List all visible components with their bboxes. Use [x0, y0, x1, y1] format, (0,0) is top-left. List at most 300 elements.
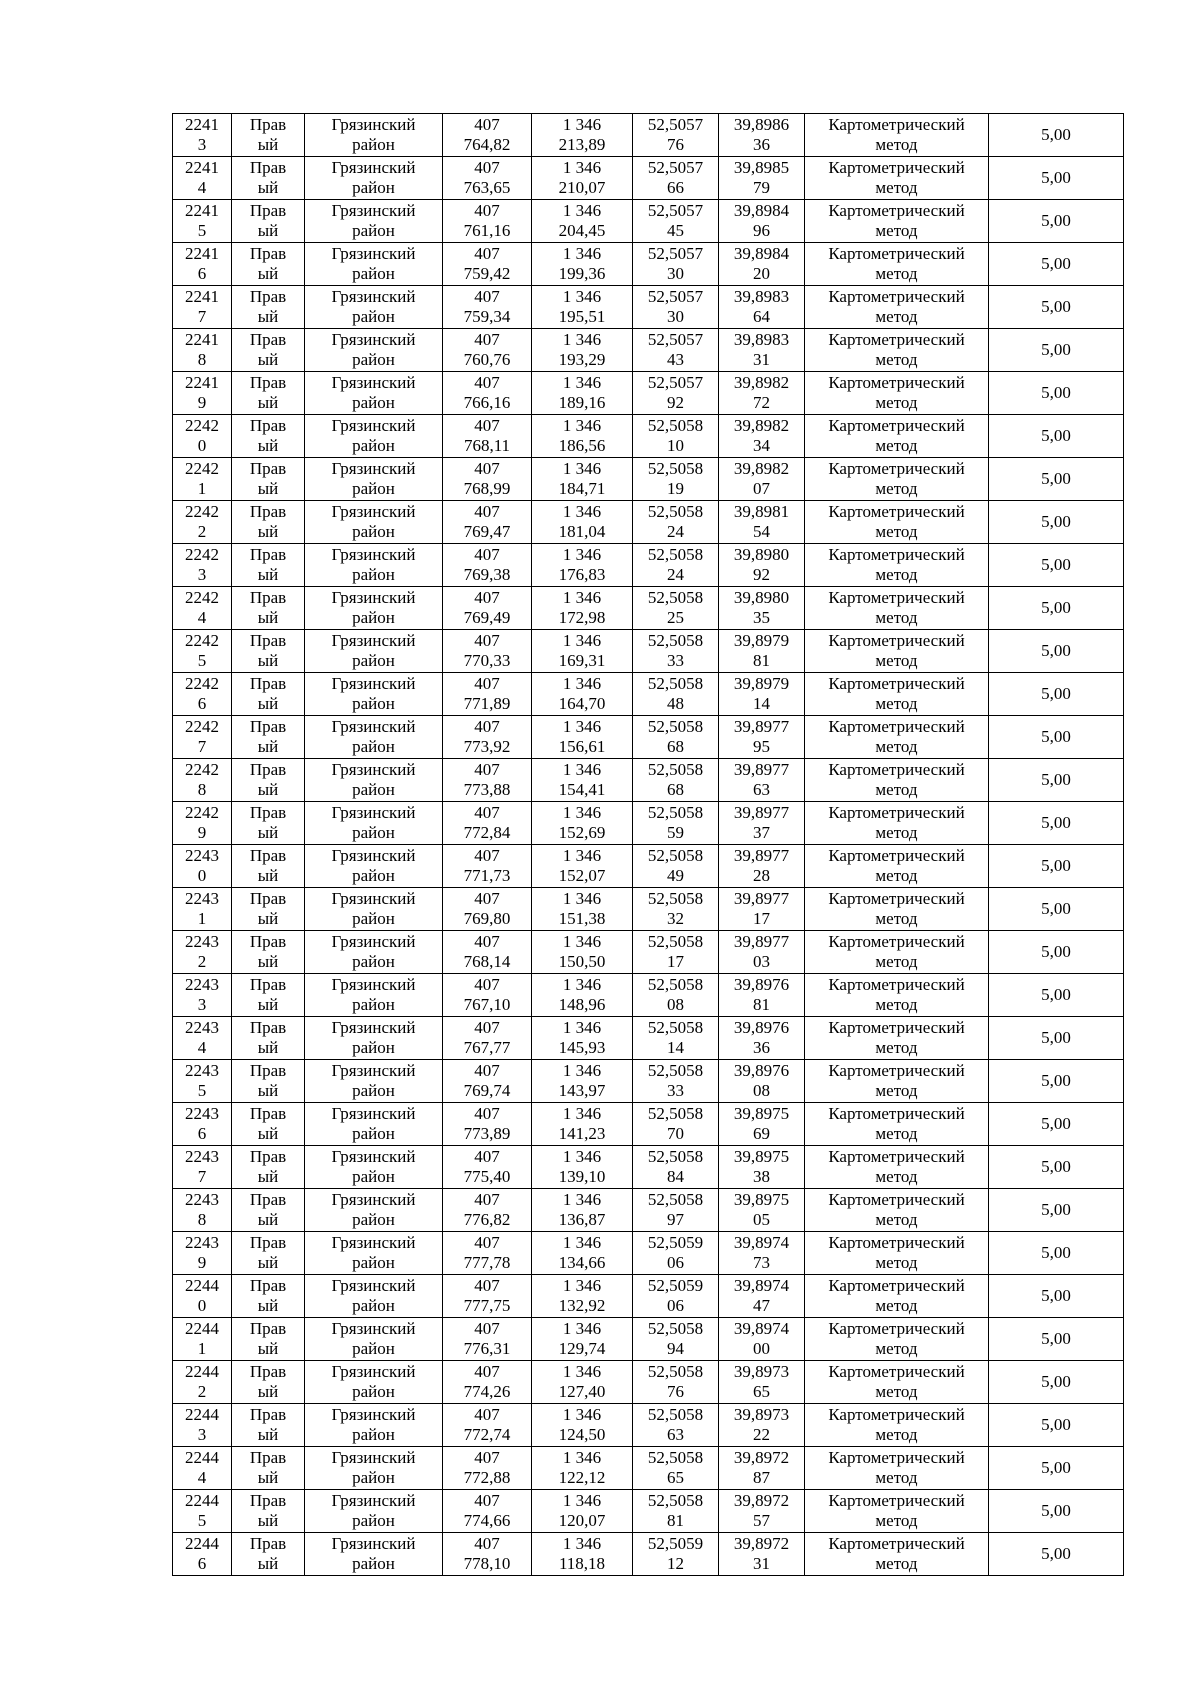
longitude-cell — [719, 1275, 805, 1318]
longitude-line-1: 39,8977 — [733, 889, 790, 908]
coord-x-cell — [443, 1447, 532, 1490]
coord-x-line-1: 407 — [474, 1319, 500, 1338]
table-body — [173, 114, 1124, 1576]
latitude-line-1: 52,5058 — [647, 1405, 704, 1424]
bank-side-line-2: ый — [257, 221, 279, 240]
method-line-2: метод — [875, 1468, 918, 1487]
latitude-line-1: 52,5058 — [647, 1018, 704, 1037]
coord-x-line-1: 407 — [474, 1534, 500, 1553]
latitude-line-2: 84 — [667, 1167, 684, 1186]
coord-x-line-1: 407 — [474, 1276, 500, 1295]
coord-y-cell — [532, 931, 633, 974]
accuracy-cell: 5,00 — [989, 286, 1124, 329]
coord-x-cell — [443, 673, 532, 716]
bank-side-line-1: Прав — [249, 330, 287, 349]
bank-side-cell — [232, 845, 305, 888]
method-cell — [805, 1189, 989, 1232]
coord-y-line-1: 1 346 — [562, 1491, 602, 1510]
coord-y-line-2: 148,96 — [558, 995, 606, 1014]
longitude-cell — [719, 974, 805, 1017]
point-number-cell — [173, 1060, 232, 1103]
district-line-1: Грязинский — [331, 545, 416, 564]
coord-x-line-2: 768,14 — [463, 952, 511, 971]
point-number-line-1: 2243 — [185, 1104, 219, 1123]
latitude-cell — [633, 1060, 719, 1103]
district-cell — [305, 974, 443, 1017]
latitude-line-1: 52,5058 — [647, 588, 704, 607]
method-cell — [805, 286, 989, 329]
point-number-line-1: 2242 — [185, 631, 219, 650]
longitude-cell — [719, 845, 805, 888]
coord-y-line-1: 1 346 — [562, 545, 602, 564]
point-number-line-2: 9 — [197, 393, 207, 412]
coord-x-line-1: 407 — [474, 631, 500, 650]
longitude-line-1: 39,8974 — [733, 1233, 790, 1252]
coord-y-line-1: 1 346 — [562, 1104, 602, 1123]
point-number-cell — [173, 372, 232, 415]
longitude-cell — [719, 802, 805, 845]
latitude-line-1: 52,5058 — [647, 416, 704, 435]
point-number-cell — [173, 673, 232, 716]
point-number-line-2: 7 — [197, 737, 207, 756]
coord-y-cell — [532, 1060, 633, 1103]
coord-y-line-1: 1 346 — [562, 158, 602, 177]
latitude-line-1: 52,5058 — [647, 674, 704, 693]
method-line-1: Картометрический — [828, 631, 965, 650]
coord-x-line-2: 772,84 — [463, 823, 511, 842]
method-line-2: метод — [875, 737, 918, 756]
longitude-line-2: 36 — [753, 1038, 770, 1057]
latitude-line-2: 25 — [667, 608, 684, 627]
bank-side-line-1: Прав — [249, 674, 287, 693]
latitude-cell — [633, 759, 719, 802]
district-line-2: район — [352, 135, 395, 154]
coord-y-line-1: 1 346 — [562, 975, 602, 994]
method-cell — [805, 845, 989, 888]
bank-side-line-1: Прав — [249, 846, 287, 865]
method-line-2: метод — [875, 694, 918, 713]
latitude-line-1: 52,5058 — [647, 1147, 704, 1166]
coord-x-line-2: 771,89 — [463, 694, 511, 713]
coord-y-line-2: 195,51 — [558, 307, 606, 326]
coord-y-cell — [532, 1447, 633, 1490]
point-number-cell — [173, 329, 232, 372]
accuracy-cell: 5,00 — [989, 1490, 1124, 1533]
latitude-line-2: 30 — [667, 307, 684, 326]
coord-x-cell — [443, 931, 532, 974]
point-number-line-2: 2 — [197, 952, 207, 971]
table-row — [173, 1060, 1124, 1103]
latitude-line-2: 24 — [667, 565, 684, 584]
latitude-line-2: 33 — [667, 1081, 684, 1100]
point-number-cell — [173, 1404, 232, 1447]
latitude-cell — [633, 286, 719, 329]
district-cell — [305, 1275, 443, 1318]
method-line-1: Картометрический — [828, 1534, 965, 1553]
coord-y-line-1: 1 346 — [562, 1061, 602, 1080]
longitude-line-2: 22 — [753, 1425, 770, 1444]
district-cell — [305, 114, 443, 157]
district-line-2: район — [352, 436, 395, 455]
accuracy-cell: 5,00 — [989, 673, 1124, 716]
point-number-line-2: 6 — [197, 264, 207, 283]
table-row — [173, 974, 1124, 1017]
coord-y-line-2: 152,69 — [558, 823, 606, 842]
coord-y-line-1: 1 346 — [562, 1319, 602, 1338]
point-number-line-2: 3 — [197, 1425, 207, 1444]
accuracy-cell: 5,00 — [989, 888, 1124, 931]
table-row — [173, 544, 1124, 587]
point-number-cell — [173, 931, 232, 974]
point-number-cell — [173, 1275, 232, 1318]
district-line-1: Грязинский — [331, 1276, 416, 1295]
latitude-line-2: 92 — [667, 393, 684, 412]
coord-x-line-1: 407 — [474, 588, 500, 607]
latitude-cell — [633, 544, 719, 587]
method-line-1: Картометрический — [828, 545, 965, 564]
longitude-line-1: 39,8977 — [733, 932, 790, 951]
coord-y-cell — [532, 200, 633, 243]
point-number-line-1: 2241 — [185, 287, 219, 306]
district-line-2: район — [352, 264, 395, 283]
method-line-2: метод — [875, 1296, 918, 1315]
coord-y-line-2: 181,04 — [558, 522, 606, 541]
coord-y-line-2: 210,07 — [558, 178, 606, 197]
district-cell — [305, 1232, 443, 1275]
coord-x-cell — [443, 1318, 532, 1361]
coord-y-line-2: 136,87 — [558, 1210, 606, 1229]
coord-x-cell — [443, 501, 532, 544]
method-cell — [805, 974, 989, 1017]
point-number-line-1: 2244 — [185, 1362, 219, 1381]
longitude-cell — [719, 673, 805, 716]
coord-y-line-1: 1 346 — [562, 803, 602, 822]
longitude-cell — [719, 1318, 805, 1361]
bank-side-cell — [232, 1060, 305, 1103]
table-row — [173, 114, 1124, 157]
point-number-line-1: 2242 — [185, 588, 219, 607]
coord-x-line-2: 775,40 — [463, 1167, 511, 1186]
district-cell — [305, 501, 443, 544]
coord-y-line-1: 1 346 — [562, 1018, 602, 1037]
latitude-line-2: 19 — [667, 479, 684, 498]
longitude-line-1: 39,8974 — [733, 1319, 790, 1338]
bank-side-line-2: ый — [257, 1167, 279, 1186]
district-line-1: Грязинский — [331, 1534, 416, 1553]
accuracy-cell: 5,00 — [989, 200, 1124, 243]
latitude-line-2: 76 — [667, 135, 684, 154]
longitude-line-1: 39,8972 — [733, 1448, 790, 1467]
point-number-cell — [173, 1533, 232, 1576]
coord-x-line-1: 407 — [474, 760, 500, 779]
coord-x-line-2: 777,78 — [463, 1253, 511, 1272]
method-line-2: метод — [875, 264, 918, 283]
point-number-line-1: 2241 — [185, 244, 219, 263]
district-line-2: район — [352, 350, 395, 369]
latitude-line-2: 10 — [667, 436, 684, 455]
point-number-line-2: 5 — [197, 651, 207, 670]
method-line-2: метод — [875, 1167, 918, 1186]
coord-y-line-2: 127,40 — [558, 1382, 606, 1401]
table-row — [173, 1318, 1124, 1361]
latitude-line-2: 65 — [667, 1468, 684, 1487]
method-line-1: Картометрический — [828, 975, 965, 994]
point-number-line-1: 2244 — [185, 1319, 219, 1338]
bank-side-line-2: ый — [257, 264, 279, 283]
bank-side-cell — [232, 1361, 305, 1404]
longitude-cell — [719, 329, 805, 372]
longitude-line-2: 36 — [753, 135, 770, 154]
latitude-line-1: 52,5058 — [647, 889, 704, 908]
method-line-2: метод — [875, 436, 918, 455]
latitude-line-2: 94 — [667, 1339, 684, 1358]
method-line-1: Картометрический — [828, 201, 965, 220]
latitude-line-1: 52,5058 — [647, 545, 704, 564]
latitude-line-1: 52,5058 — [647, 459, 704, 478]
district-line-2: район — [352, 866, 395, 885]
latitude-cell — [633, 673, 719, 716]
longitude-line-1: 39,8986 — [733, 115, 790, 134]
coord-x-cell — [443, 1232, 532, 1275]
method-line-1: Картометрический — [828, 1104, 965, 1123]
longitude-cell — [719, 759, 805, 802]
point-number-line-1: 2244 — [185, 1276, 219, 1295]
bank-side-cell — [232, 1232, 305, 1275]
coord-y-cell — [532, 372, 633, 415]
coord-y-line-1: 1 346 — [562, 330, 602, 349]
coordinates-table — [172, 113, 1124, 1576]
accuracy-cell: 5,00 — [989, 845, 1124, 888]
table-row — [173, 759, 1124, 802]
latitude-cell — [633, 501, 719, 544]
district-line-2: район — [352, 178, 395, 197]
point-number-line-1: 2241 — [185, 373, 219, 392]
district-line-2: район — [352, 1296, 395, 1315]
accuracy-cell: 5,00 — [989, 1060, 1124, 1103]
coord-x-cell — [443, 759, 532, 802]
accuracy-cell: 5,00 — [989, 114, 1124, 157]
district-cell — [305, 587, 443, 630]
method-cell — [805, 501, 989, 544]
point-number-cell — [173, 587, 232, 630]
method-line-1: Картометрический — [828, 1147, 965, 1166]
longitude-line-2: 96 — [753, 221, 770, 240]
table-row — [173, 673, 1124, 716]
point-number-cell — [173, 630, 232, 673]
coord-x-line-1: 407 — [474, 889, 500, 908]
district-line-2: район — [352, 1511, 395, 1530]
method-line-1: Картометрический — [828, 459, 965, 478]
point-number-cell — [173, 544, 232, 587]
latitude-line-2: 97 — [667, 1210, 684, 1229]
method-cell — [805, 1060, 989, 1103]
bank-side-line-2: ый — [257, 737, 279, 756]
longitude-line-2: 95 — [753, 737, 770, 756]
point-number-line-2: 7 — [197, 1167, 207, 1186]
district-line-2: район — [352, 1339, 395, 1358]
coord-x-line-1: 407 — [474, 1018, 500, 1037]
longitude-line-2: 03 — [753, 952, 770, 971]
coord-y-line-1: 1 346 — [562, 588, 602, 607]
bank-side-cell — [232, 716, 305, 759]
bank-side-cell — [232, 1146, 305, 1189]
latitude-line-1: 52,5057 — [647, 201, 704, 220]
longitude-line-2: 37 — [753, 823, 770, 842]
method-line-2: метод — [875, 178, 918, 197]
coord-x-line-1: 407 — [474, 459, 500, 478]
table-row — [173, 1404, 1124, 1447]
coord-y-line-2: 143,97 — [558, 1081, 606, 1100]
point-number-cell — [173, 501, 232, 544]
longitude-line-2: 14 — [753, 694, 770, 713]
method-cell — [805, 372, 989, 415]
longitude-line-1: 39,8972 — [733, 1491, 790, 1510]
district-line-1: Грязинский — [331, 975, 416, 994]
bank-side-line-1: Прав — [249, 1104, 287, 1123]
bank-side-cell — [232, 1017, 305, 1060]
accuracy-cell: 5,00 — [989, 1533, 1124, 1576]
coord-y-cell — [532, 544, 633, 587]
bank-side-cell — [232, 372, 305, 415]
point-number-cell — [173, 845, 232, 888]
bank-side-line-2: ый — [257, 1124, 279, 1143]
bank-side-line-2: ый — [257, 1468, 279, 1487]
latitude-line-2: 68 — [667, 780, 684, 799]
district-cell — [305, 1318, 443, 1361]
district-line-2: район — [352, 608, 395, 627]
coord-x-line-2: 774,66 — [463, 1511, 511, 1530]
coord-x-line-2: 764,82 — [463, 135, 511, 154]
longitude-line-2: 57 — [753, 1511, 770, 1530]
longitude-line-1: 39,8982 — [733, 373, 790, 392]
district-cell — [305, 458, 443, 501]
point-number-cell — [173, 286, 232, 329]
coord-y-line-1: 1 346 — [562, 1233, 602, 1252]
coord-y-line-1: 1 346 — [562, 932, 602, 951]
coord-x-line-1: 407 — [474, 158, 500, 177]
method-line-1: Картометрический — [828, 932, 965, 951]
longitude-line-1: 39,8975 — [733, 1190, 790, 1209]
coord-x-line-2: 769,74 — [463, 1081, 511, 1100]
latitude-line-1: 52,5059 — [647, 1534, 704, 1553]
coord-y-line-1: 1 346 — [562, 717, 602, 736]
coord-x-cell — [443, 1146, 532, 1189]
longitude-line-1: 39,8976 — [733, 975, 790, 994]
longitude-line-2: 08 — [753, 1081, 770, 1100]
district-line-1: Грязинский — [331, 1018, 416, 1037]
longitude-line-1: 39,8977 — [733, 803, 790, 822]
district-cell — [305, 888, 443, 931]
accuracy-cell: 5,00 — [989, 458, 1124, 501]
longitude-line-2: 31 — [753, 1554, 770, 1573]
point-number-line-1: 2244 — [185, 1405, 219, 1424]
district-cell — [305, 1533, 443, 1576]
district-line-1: Грязинский — [331, 1319, 416, 1338]
latitude-line-1: 52,5057 — [647, 244, 704, 263]
point-number-cell — [173, 759, 232, 802]
coord-x-line-2: 759,34 — [463, 307, 511, 326]
longitude-line-1: 39,8976 — [733, 1018, 790, 1037]
bank-side-cell — [232, 888, 305, 931]
longitude-line-2: 17 — [753, 909, 770, 928]
latitude-line-1: 52,5058 — [647, 760, 704, 779]
latitude-cell — [633, 1318, 719, 1361]
point-number-line-2: 5 — [197, 1081, 207, 1100]
method-line-1: Картометрический — [828, 674, 965, 693]
district-cell — [305, 1447, 443, 1490]
district-cell — [305, 372, 443, 415]
longitude-line-1: 39,8985 — [733, 158, 790, 177]
coord-x-line-1: 407 — [474, 1362, 500, 1381]
method-cell — [805, 415, 989, 458]
method-cell — [805, 1318, 989, 1361]
bank-side-line-1: Прав — [249, 588, 287, 607]
latitude-line-2: 06 — [667, 1253, 684, 1272]
district-line-2: район — [352, 909, 395, 928]
point-number-cell — [173, 458, 232, 501]
coord-x-line-1: 407 — [474, 115, 500, 134]
point-number-line-2: 5 — [197, 221, 207, 240]
bank-side-line-1: Прав — [249, 502, 287, 521]
bank-side-line-2: ый — [257, 651, 279, 670]
table-row — [173, 501, 1124, 544]
latitude-line-1: 52,5058 — [647, 1362, 704, 1381]
table-row — [173, 1017, 1124, 1060]
coord-x-line-2: 768,11 — [463, 436, 511, 455]
coord-x-line-1: 407 — [474, 330, 500, 349]
longitude-line-2: 38 — [753, 1167, 770, 1186]
district-line-1: Грязинский — [331, 803, 416, 822]
district-cell — [305, 845, 443, 888]
latitude-line-2: 81 — [667, 1511, 684, 1530]
point-number-line-2: 4 — [197, 178, 207, 197]
coord-y-cell — [532, 458, 633, 501]
coord-x-line-2: 769,80 — [463, 909, 511, 928]
point-number-cell — [173, 974, 232, 1017]
longitude-line-2: 63 — [753, 780, 770, 799]
longitude-cell — [719, 931, 805, 974]
method-line-1: Картометрический — [828, 502, 965, 521]
coord-x-line-1: 407 — [474, 803, 500, 822]
bank-side-cell — [232, 802, 305, 845]
longitude-cell — [719, 458, 805, 501]
latitude-line-2: 48 — [667, 694, 684, 713]
district-line-1: Грязинский — [331, 1233, 416, 1252]
table-row — [173, 1232, 1124, 1275]
coord-x-cell — [443, 1490, 532, 1533]
latitude-cell — [633, 845, 719, 888]
coord-y-line-1: 1 346 — [562, 1405, 602, 1424]
district-cell — [305, 931, 443, 974]
point-number-line-2: 7 — [197, 307, 207, 326]
coord-x-line-2: 769,38 — [463, 565, 511, 584]
point-number-line-2: 0 — [197, 1296, 207, 1315]
bank-side-line-1: Прав — [249, 631, 287, 650]
bank-side-line-1: Прав — [249, 545, 287, 564]
district-line-1: Грязинский — [331, 373, 416, 392]
method-line-2: метод — [875, 952, 918, 971]
longitude-cell — [719, 372, 805, 415]
district-line-2: район — [352, 1210, 395, 1229]
method-line-2: метод — [875, 522, 918, 541]
point-number-line-1: 2243 — [185, 932, 219, 951]
longitude-line-2: 31 — [753, 350, 770, 369]
latitude-line-1: 52,5058 — [647, 1448, 704, 1467]
latitude-cell — [633, 974, 719, 1017]
accuracy-cell: 5,00 — [989, 1361, 1124, 1404]
point-number-line-1: 2242 — [185, 459, 219, 478]
point-number-line-1: 2243 — [185, 975, 219, 994]
